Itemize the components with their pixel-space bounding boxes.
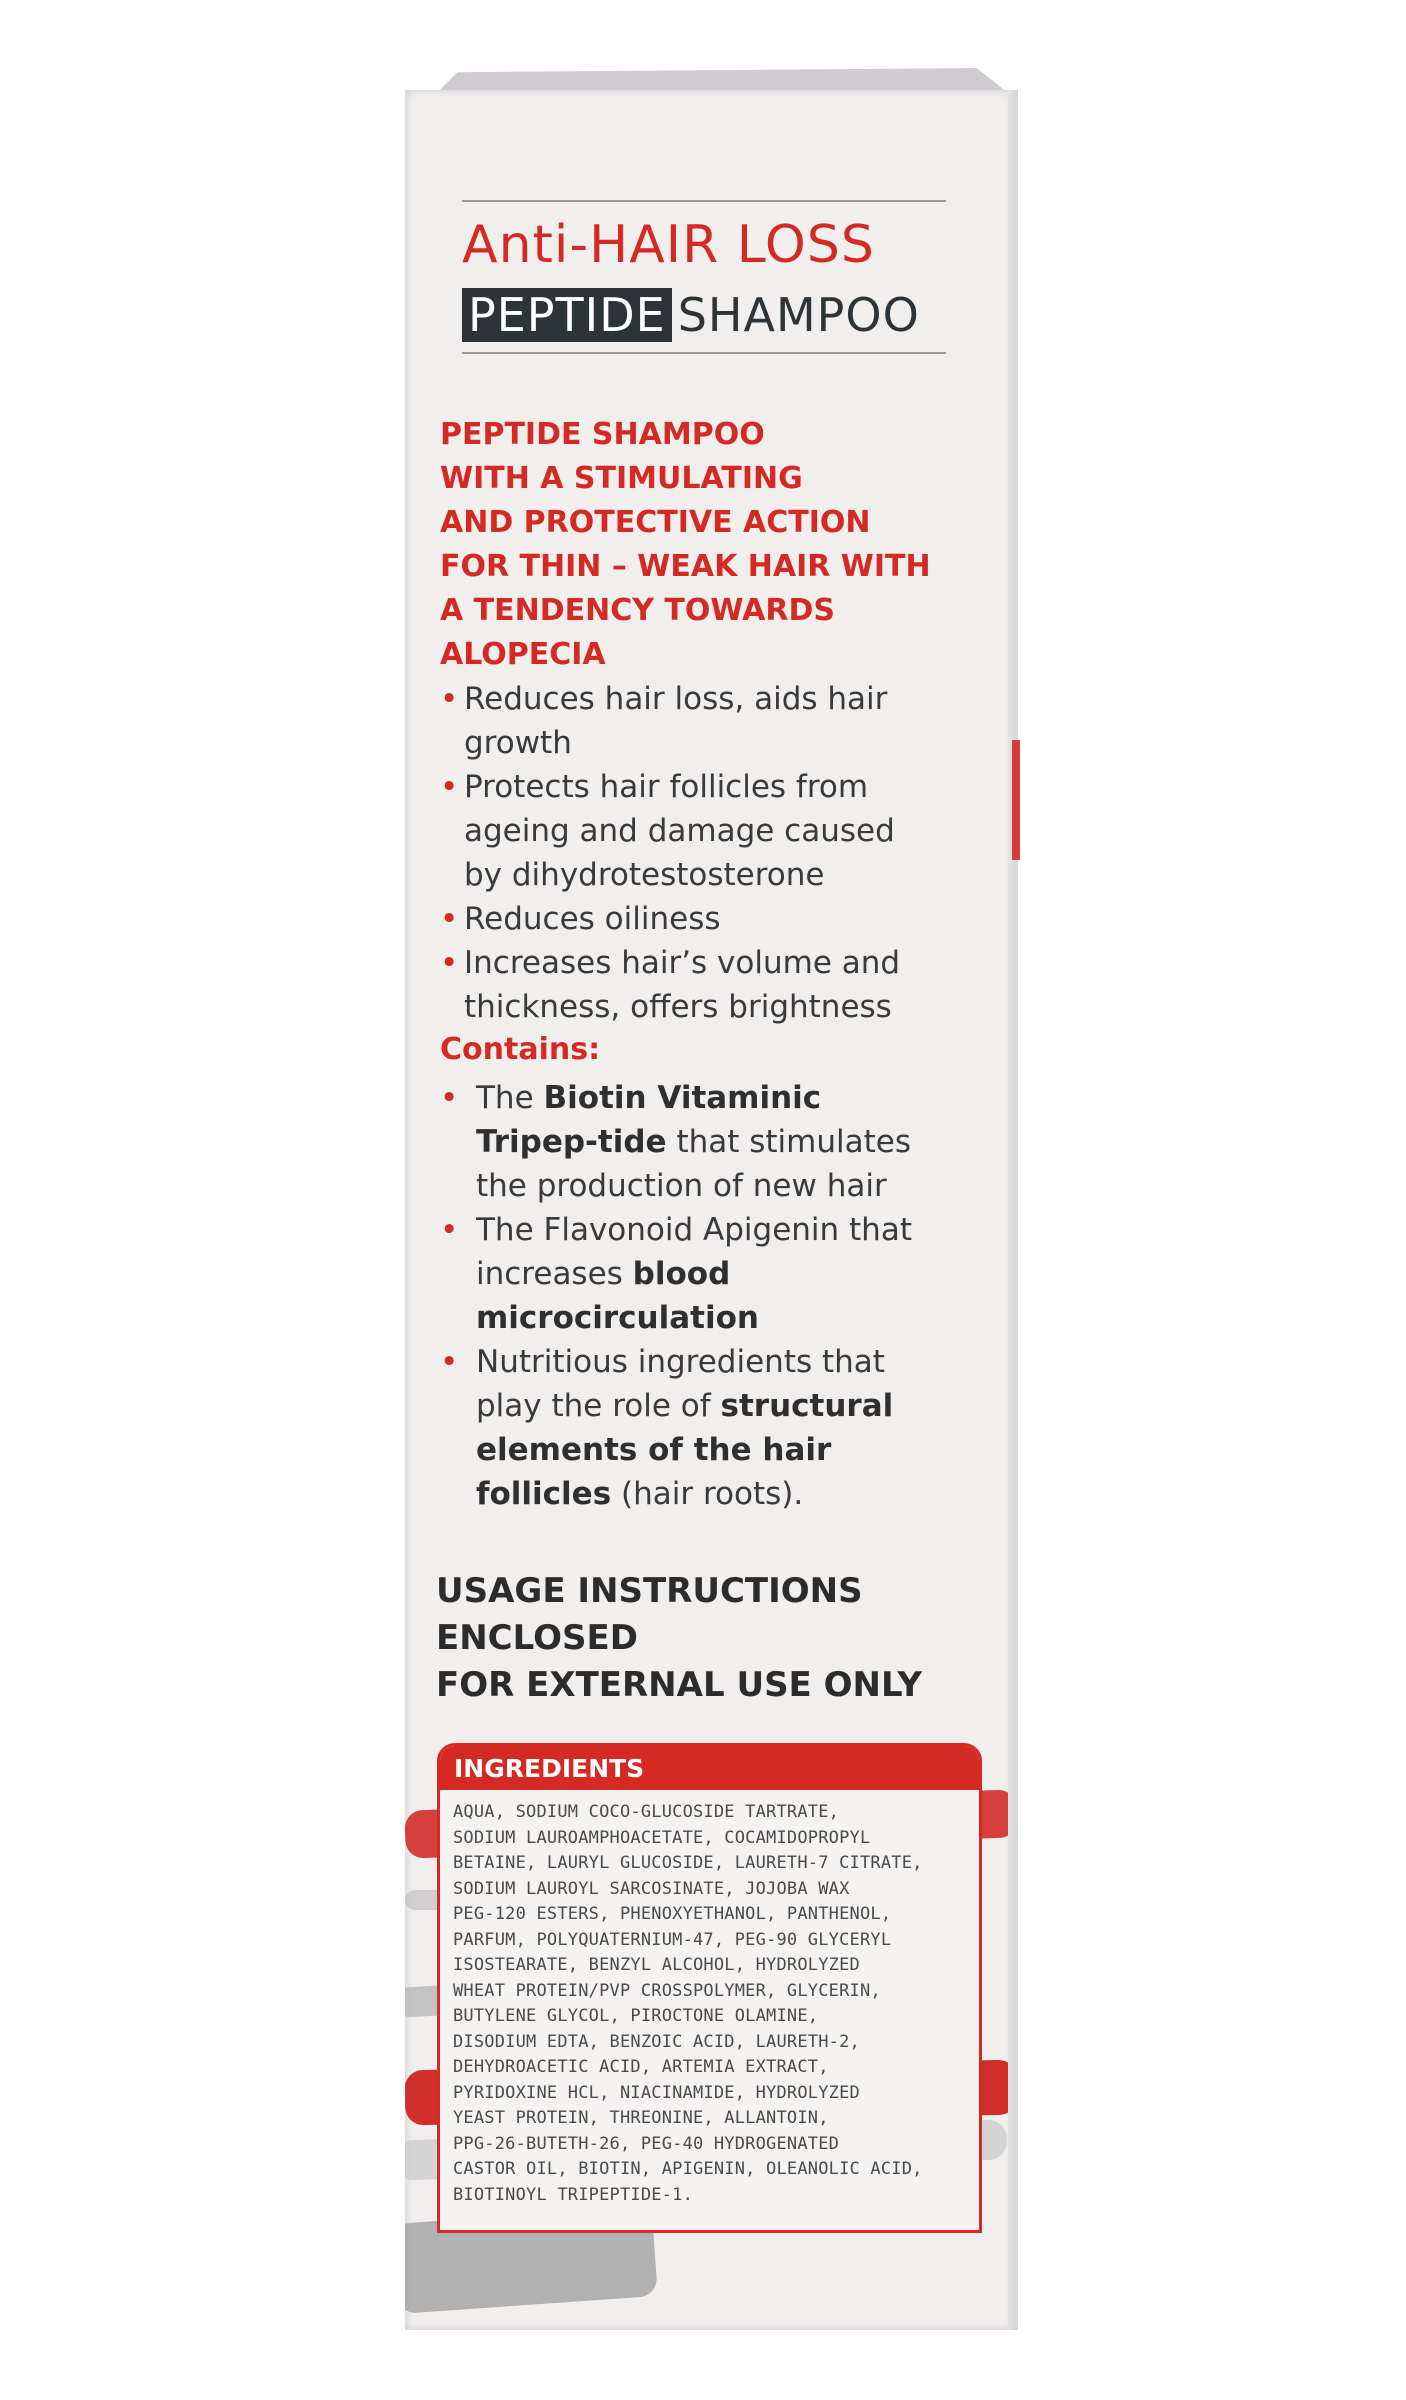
headline-line: AND PROTECTIVE ACTION bbox=[440, 505, 871, 540]
ingredients-line: SODIUM LAUROAMPHOACETATE, COCAMIDOPROPYL bbox=[453, 1827, 871, 1848]
ingredients-line: AQUA, SODIUM COCO-GLUCOSIDE TARTRATE, bbox=[453, 1802, 840, 1822]
contains-list bbox=[440, 1076, 950, 1516]
ingredients-line: YEAST PROTEIN, THREONINE, ALLANTOIN, bbox=[453, 2108, 829, 2128]
ingredients-line: BETAINE, LAURYL GLUCOSIDE, LAURETH-7 CITRATE, bbox=[453, 1853, 923, 1873]
ingredients-line: PEG-120 ESTERS, PHENOXYETHANOL, PANTHENOL, bbox=[453, 1904, 892, 1924]
ingredients-line: SODIUM LAUROYL SARCOSINATE, JOJOBA WAX bbox=[453, 1878, 850, 1899]
ingredients-list bbox=[440, 1790, 979, 2208]
bullet-icon: • bbox=[440, 1080, 459, 1116]
bullet-icon: • bbox=[440, 681, 459, 717]
product-title-line1: Anti-HAIR LOSS bbox=[462, 215, 875, 275]
bullet-icon: • bbox=[440, 945, 459, 981]
title-top-rule bbox=[462, 200, 946, 202]
ingredients-line: DISODIUM EDTA, BENZOIC ACID, LAURETH-2, bbox=[453, 2031, 860, 2052]
ingredients-line: WHEAT PROTEIN/PVP CROSSPOLYMER, GLYCERIN, bbox=[453, 1980, 881, 2001]
headline-line: WITH A STIMULATING bbox=[440, 461, 803, 496]
headline-line: FOR THIN – WEAK HAIR WITH bbox=[440, 549, 931, 584]
ingredients-line: BUTYLENE GLYCOL, PIROCTONE OLAMINE, bbox=[453, 2006, 819, 2026]
benefit-item: • Increases hair’s volume and thickness, offers brightness bbox=[440, 941, 940, 1029]
red-edge-tab bbox=[1012, 740, 1020, 860]
contains-item: • Nutritious ingredients that play the role of structural elements of the hair follicles (hair roots). bbox=[440, 1340, 950, 1516]
headline-line: PEPTIDE SHAMPOO bbox=[440, 417, 765, 452]
ingredients-line: DEHYDROACETIC ACID, ARTEMIA EXTRACT, bbox=[453, 2057, 829, 2077]
shampoo-label: SHAMPOO bbox=[677, 288, 920, 342]
peptide-label: PEPTIDE bbox=[462, 288, 672, 342]
ingredients-line: ISOSTEARATE, BENZYL ALCOHOL, HYDROLYZED bbox=[453, 1955, 860, 1975]
ingredients-line: CASTOR OIL, BIOTIN, APIGENIN, OLEANOLIC ACID, bbox=[453, 2159, 923, 2179]
headline-line: A TENDENCY TOWARDS bbox=[440, 593, 835, 628]
headline-line: ALOPECIA bbox=[440, 637, 606, 672]
ingredients-line: PARFUM, POLYQUATERNIUM-47, PEG-90 GLYCERYL bbox=[453, 1929, 892, 1950]
contains-item: • The Flavonoid Apigenin that increases blood microcirculation bbox=[440, 1208, 950, 1340]
box-side-edge bbox=[1008, 90, 1018, 2330]
usage-line: USAGE INSTRUCTIONS bbox=[436, 1571, 863, 1611]
usage-line: FOR EXTERNAL USE ONLY bbox=[436, 1665, 922, 1705]
contains-item: • The Biotin Vitaminic Tripep-tide that stimulates the production of new hair bbox=[440, 1076, 950, 1208]
ingredients-heading: INGREDIENTS bbox=[440, 1746, 979, 1790]
usage-instructions bbox=[436, 1568, 996, 1709]
bullet-icon: • bbox=[440, 901, 459, 937]
product-title-line2 bbox=[462, 288, 920, 342]
product-headline bbox=[440, 413, 1000, 677]
bullet-icon: • bbox=[440, 1344, 459, 1380]
benefit-item: • Reduces hair loss, aids hair growth bbox=[440, 677, 940, 765]
contains-label: Contains: bbox=[440, 1032, 601, 1067]
bullet-icon: • bbox=[440, 769, 459, 805]
benefit-item: • Protects hair follicles from ageing and damage caused by dihydrotestosterone bbox=[440, 765, 940, 897]
ingredients-line: PYRIDOXINE HCL, NIACINAMIDE, HYDROLYZED bbox=[453, 2082, 860, 2103]
bullet-icon: • bbox=[440, 1212, 459, 1248]
title-bottom-rule bbox=[462, 352, 946, 354]
benefit-item: • Reduces oiliness bbox=[440, 897, 940, 941]
usage-line: ENCLOSED bbox=[436, 1618, 638, 1658]
benefits-list bbox=[440, 677, 940, 1029]
ingredients-line: PPG-26-BUTETH-26, PEG-40 HYDROGENATED bbox=[453, 2133, 840, 2154]
ingredients-panel bbox=[437, 1743, 982, 2233]
ingredients-line: BIOTINOYL TRIPEPTIDE-1. bbox=[453, 2184, 694, 2205]
